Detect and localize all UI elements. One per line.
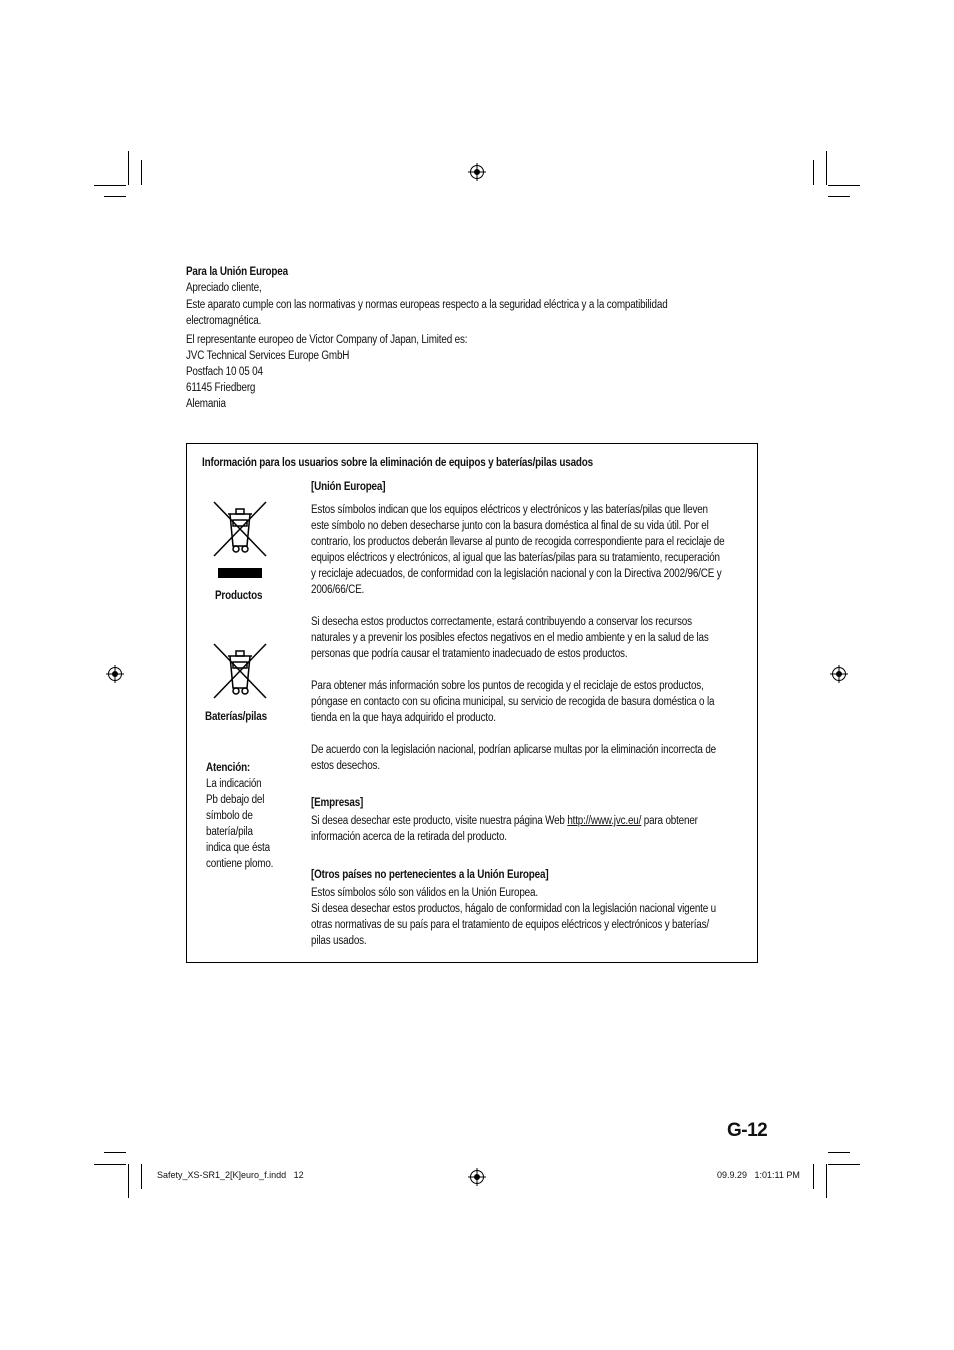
footer-filename: Safety_XS-SR1_2[K]euro_f.indd 12	[157, 1170, 304, 1180]
address-line: Alemania	[186, 398, 226, 410]
business-section-heading: [Empresas]	[311, 797, 364, 809]
disposal-notice-box	[186, 443, 758, 963]
crop-mark	[128, 1164, 129, 1198]
other-countries-text	[311, 885, 724, 949]
crop-mark	[813, 1164, 814, 1189]
text-line: Para obtener más información sobre los puntos de recogida y el reciclaje de estos productos,	[311, 680, 704, 692]
registration-mark-icon	[470, 165, 484, 179]
registration-mark-icon	[470, 1170, 484, 1184]
text-line: contrario, los productos deberán llevarse al punto de recogida correspondiente para el reciclaje de	[311, 536, 725, 548]
attention-line: indica que ésta	[206, 842, 270, 854]
other-countries-heading: [Otros países no pertenecientes a la Unión Europea]	[311, 869, 549, 881]
eu-paragraph-1	[311, 502, 724, 598]
crossed-bin-products-icon	[212, 500, 268, 558]
compliance-line: Este aparato cumple con las normativas y normas europeas respecto a la seguridad eléctrica y a la compatibilidad	[186, 299, 668, 311]
text-line: Si desea desechar estos productos, hágalo de conformidad con la legislación nacional vigente u	[311, 903, 716, 915]
text-line: pilas usados.	[311, 935, 367, 947]
crossed-bin-batteries-icon	[212, 642, 268, 700]
registration-mark-icon	[108, 667, 122, 681]
attention-line: La indicación	[206, 778, 262, 790]
crop-mark	[826, 1164, 827, 1198]
text-line: estos desechos.	[311, 760, 380, 772]
greeting: Apreciado cliente,	[186, 282, 262, 294]
text-line: otras normativas de su país para el tratamiento de equipos eléctricos y electrónicos y baterías/	[311, 919, 709, 931]
products-label: Productos	[215, 590, 263, 602]
address-line: JVC Technical Services Europe GmbH	[186, 350, 350, 362]
eu-paragraph-2	[311, 614, 724, 662]
crop-mark	[828, 196, 850, 197]
crop-mark	[141, 160, 142, 185]
crop-mark	[94, 1164, 126, 1165]
crop-mark	[826, 151, 827, 185]
crop-mark	[104, 1152, 126, 1153]
eu-paragraph-3	[311, 678, 724, 726]
business-line	[311, 813, 724, 829]
crop-mark	[104, 196, 126, 197]
representative-text: El representante europeo de Victor Company of Japan, Limited es:	[186, 334, 468, 346]
crop-mark	[128, 151, 129, 185]
attention-title: Atención:	[206, 762, 251, 774]
eu-intro	[186, 264, 668, 412]
attention-line: batería/pila	[206, 826, 253, 838]
crop-mark	[94, 185, 126, 186]
footer-timestamp: 09.9.29 1:01:11 PM	[717, 1170, 800, 1180]
disposal-title: Información para los usuarios sobre la eliminación de equipos y baterías/pilas usados	[202, 457, 593, 469]
eu-paragraph-4	[311, 742, 724, 774]
business-prefix: Si desea desechar este producto, visite nuestra página Web	[311, 815, 565, 827]
attention-line: símbolo de	[206, 810, 253, 822]
batteries-label: Baterías/pilas	[205, 711, 267, 723]
text-line: y reciclaje adecuados, de conformidad con la legislación nacional y con la Directiva 2002/96/CE y	[311, 568, 722, 580]
text-line: 2006/66/CE.	[311, 584, 365, 596]
eu-section-heading: [Unión Europea]	[311, 481, 386, 493]
text-line: este símbolo no deben desecharse junto con la basura doméstica al final de su vida útil. Por el	[311, 520, 709, 532]
business-suffix: para obtener	[643, 815, 698, 827]
crop-mark	[828, 1164, 860, 1165]
text-line: Si desecha estos productos correctamente, estará contribuyendo a conservar los recursos	[311, 616, 692, 628]
text-line: personas que podría causar el tratamiento inadecuado de estos productos.	[311, 648, 628, 660]
attention-line: contiene plomo.	[206, 858, 274, 870]
registration-mark-icon	[832, 667, 846, 681]
text-line: póngase en contacto con su oficina municipal, su servicio de recogida de basura doméstica o la	[311, 696, 715, 708]
text-line: tienda en la que haya adquirido el producto.	[311, 712, 496, 724]
text-line: De acuerdo con la legislación nacional, podrían aplicarse multas por la eliminación incorrecta de	[311, 744, 716, 756]
address-line: 61145 Friedberg	[186, 382, 256, 394]
text-line: Estos símbolos sólo son válidos en la Unión Europea.	[311, 887, 538, 899]
text-line: equipos eléctricos y electrónicos, al igual que las baterías/pilas para su tratamiento, recuperación	[311, 552, 720, 564]
product-bar	[218, 568, 262, 578]
attention-note	[206, 760, 273, 872]
jvc-website-link[interactable]: http://www.jvc.eu/	[567, 815, 642, 827]
crop-mark	[828, 1152, 850, 1153]
page-number: G-12	[727, 1120, 768, 1141]
disposal-body	[311, 479, 724, 949]
text-line: naturales y a prevenir los posibles efectos negativos en el medio ambiente y en la salud de las	[311, 632, 709, 644]
eu-intro-heading: Para la Unión Europea	[186, 266, 288, 278]
text-line: Estos símbolos indican que los equipos eléctricos y electrónicos y las baterías/pilas que lleven	[311, 504, 708, 516]
attention-line: Pb debajo del	[206, 794, 265, 806]
business-line-2: información acerca de la retirada del producto.	[311, 831, 507, 843]
address-line: Postfach 10 05 04	[186, 366, 263, 378]
compliance-line: electromagnética.	[186, 315, 262, 327]
crop-mark	[141, 1164, 142, 1189]
crop-mark	[813, 160, 814, 185]
crop-mark	[828, 185, 860, 186]
